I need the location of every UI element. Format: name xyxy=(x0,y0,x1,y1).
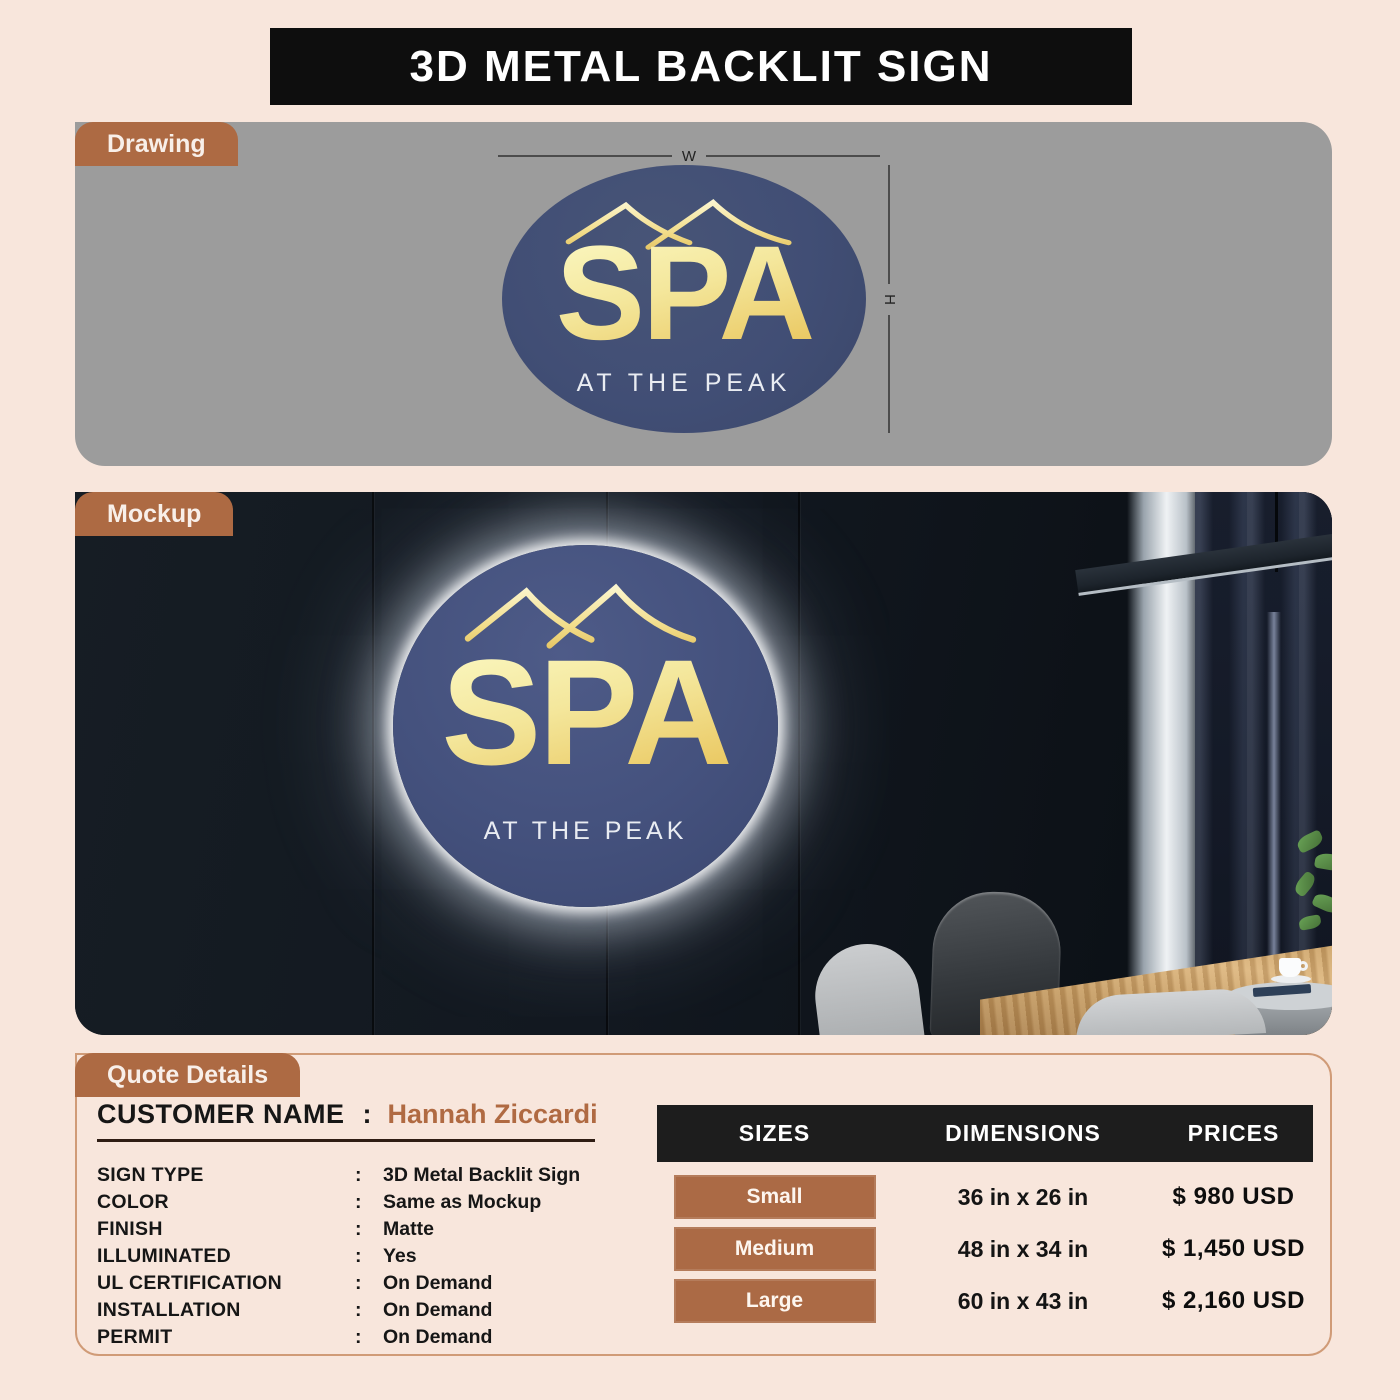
column-header-sizes: SIZES xyxy=(738,1120,811,1146)
wall-seam xyxy=(798,492,800,1035)
pricing-table-body xyxy=(657,1174,1313,1324)
size-badge-medium: Medium xyxy=(674,1227,876,1271)
wall-seam xyxy=(372,492,374,1035)
detail-label: UL CERTIFICATION xyxy=(97,1272,282,1294)
detail-value: On Demand xyxy=(383,1326,493,1348)
spa-logo xyxy=(502,165,866,433)
sign-name-text: SPA xyxy=(441,628,730,796)
height-marker: H xyxy=(880,293,898,305)
column-header-prices: PRICES xyxy=(1187,1120,1280,1146)
detail-value: Same as Mockup xyxy=(383,1191,542,1213)
spec-list: SIGN TYPE : 3D Metal Backlit Sign COLOR : Same as Mockup FINISH : Matte ILLUMINATED : Yes UL CERTIFICATION : On Demand INSTALLATION : On Demand PERMIT : On Demand xyxy=(97,1162,647,1351)
dimensions-value: 36 in x 26 in xyxy=(957,1183,1089,1210)
table-row xyxy=(657,1226,1313,1272)
sign-drawing xyxy=(502,165,866,433)
detail-value: On Demand xyxy=(383,1272,493,1294)
size-badge-large: Large xyxy=(674,1279,876,1323)
pricing-table xyxy=(657,1105,1313,1324)
detail-label: COLOR xyxy=(97,1191,169,1213)
coffee-cup xyxy=(1279,958,1301,977)
detail-label: ILLUMINATED xyxy=(97,1245,232,1267)
customer-name-value: Hannah Ziccardi xyxy=(387,1099,598,1129)
table-row xyxy=(657,1278,1313,1324)
customer-name-row: CUSTOMER NAME : Hannah Ziccardi xyxy=(97,1099,598,1129)
sign-name-text: SPA xyxy=(555,219,813,368)
width-marker: W xyxy=(681,147,697,165)
detail-value: Yes xyxy=(383,1245,417,1267)
price-value: $ 2,160 USD xyxy=(1162,1287,1305,1314)
customer-name-label: CUSTOMER NAME xyxy=(97,1099,345,1129)
divider xyxy=(97,1139,595,1142)
height-dimension-line xyxy=(880,165,898,433)
price-value: $ 1,450 USD xyxy=(1162,1235,1305,1262)
spa-logo xyxy=(393,545,778,907)
detail-value: 3D Metal Backlit Sign xyxy=(383,1164,581,1186)
quote-details-section xyxy=(75,1053,1332,1356)
title-banner xyxy=(270,28,1132,105)
sign-mockup xyxy=(393,545,778,907)
detail-label: FINISH xyxy=(97,1218,163,1240)
mockup-section xyxy=(75,492,1332,1035)
detail-label: SIGN TYPE xyxy=(97,1164,204,1186)
sign-tagline-text: AT THE PEAK xyxy=(576,369,792,397)
dimensions-value: 48 in x 34 in xyxy=(957,1235,1089,1262)
detail-label: INSTALLATION xyxy=(97,1299,241,1321)
quote-info xyxy=(97,1099,647,1351)
table-row xyxy=(657,1174,1313,1220)
pricing-table-header xyxy=(657,1105,1313,1162)
price-value: $ 980 USD xyxy=(1172,1183,1295,1210)
drawing-section xyxy=(75,122,1332,466)
detail-label: PERMIT xyxy=(97,1326,173,1348)
quote-details-label: Quote Details xyxy=(75,1053,300,1097)
drawing-section-label: Drawing xyxy=(75,122,238,166)
mockup-section-label: Mockup xyxy=(75,492,233,536)
size-badge-small: Small xyxy=(674,1175,876,1219)
sign-tagline-text: AT THE PEAK xyxy=(483,817,688,845)
detail-value: Matte xyxy=(383,1218,434,1240)
page-title: 3D METAL BACKLIT SIGN xyxy=(409,41,993,91)
width-dimension-line xyxy=(498,148,880,164)
dimensions-value: 60 in x 43 in xyxy=(957,1287,1089,1314)
column-header-dimensions: DIMENSIONS xyxy=(945,1120,1101,1146)
detail-value: On Demand xyxy=(383,1299,493,1321)
